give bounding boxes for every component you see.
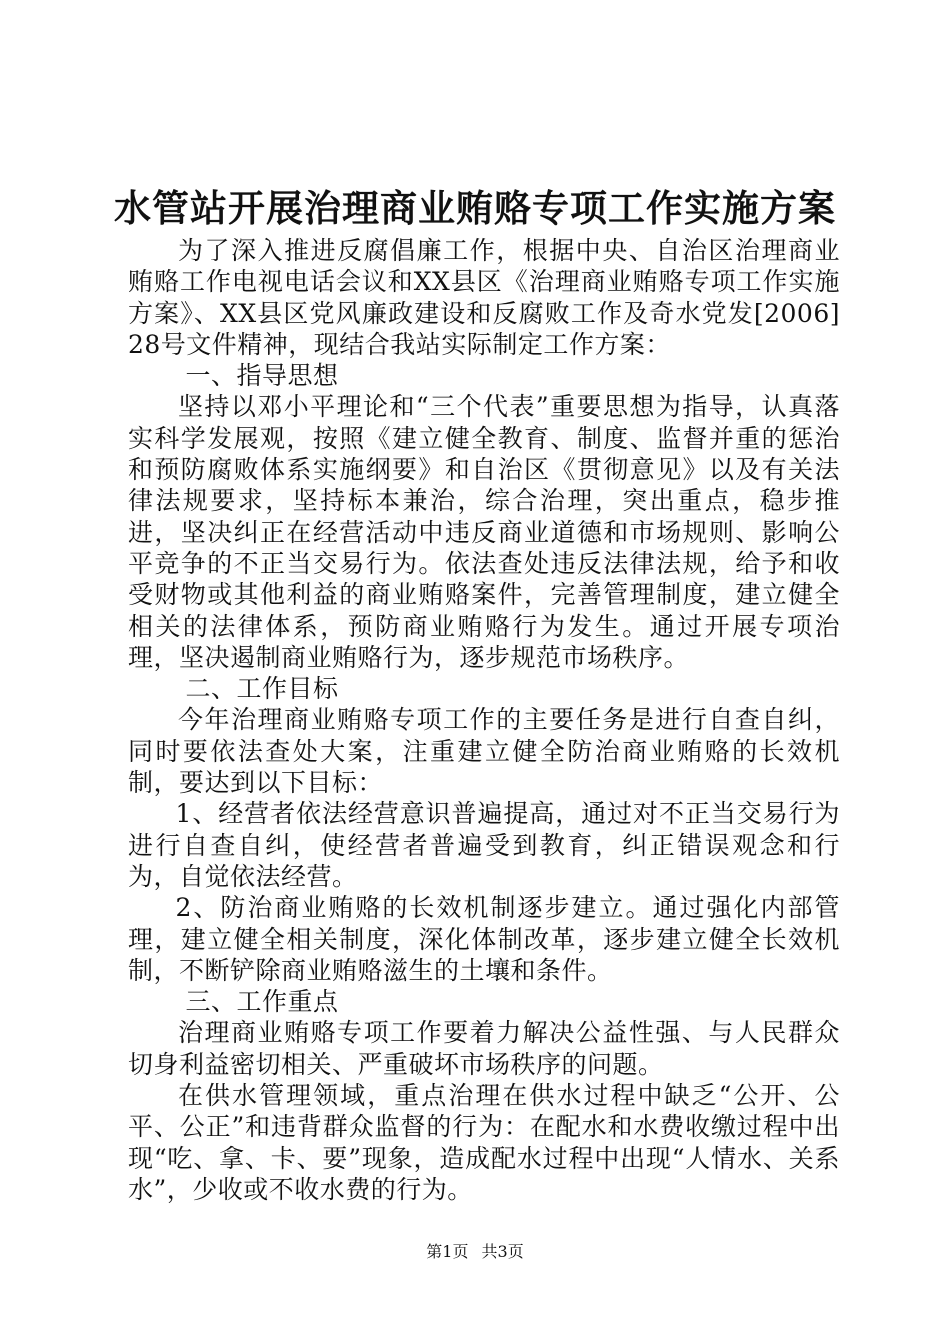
page-footer <box>0 1240 950 1264</box>
page-total: 共3页 <box>481 1242 524 1261</box>
goal-item-1: 1、经营者依法经营意识普遍提高，通过对不正当交易行为进行自查自纠，使经营者普遍受到教育，纠正错误观念和行为，自觉依法经营。 <box>128 799 840 891</box>
document-title: 水管站开展治理商业贿赂专项工作实施方案 <box>114 186 836 230</box>
goal-item-2: 2、防治商业贿赂的长效机制逐步建立。通过强化内部管理，建立健全相关制度，深化体制改革，逐步建立健全长效机制，不断铲除商业贿赂滋生的土壤和条件。 <box>128 893 840 985</box>
section-heading-guiding-ideology: 一、指导思想 <box>185 361 339 391</box>
document-body <box>128 235 840 1205</box>
guiding-ideology-paragraph: 坚持以邓小平理论和“三个代表”重要思想为指导，认真落实科学发展观，按照《建立健全教育、制度、监督并重的惩治和预防腐败体系实施纲要》和自治区《贯彻意见》以及有关法律法规要求，坚持标本兼治，综合治理，突出重点，稳步推进，坚决纠正在经营活动中违反商业道德和市场规则、影响公平竞争的不正当交易行为。依法查处违反法律法规，给予和收受财物或其他利益的商业贿赂案件，完善管理制度，建立健全相关的法律体系，预防商业贿赂行为发生。通过开展专项治理，坚决遏制商业贿赂行为，逐步规范市场秩序。 <box>128 392 840 672</box>
work-goals-paragraph: 今年治理商业贿赂专项工作的主要任务是进行自查自纠，同时要依法查处大案，注重建立健全防治商业贿赂的长效机制，要达到以下目标： <box>128 705 840 798</box>
section-heading-work-goals: 二、工作目标 <box>185 674 339 704</box>
section-heading-work-focus: 三、工作重点 <box>185 987 339 1017</box>
water-supply-paragraph: 在供水管理领域，重点治理在供水过程中缺乏“公开、公平、公正”和违背群众监督的行为：在配水和水费收缴过程中出现“吃、拿、卡、要”现象，造成配水过程中出现“人情水、关系水”，少收或不收水费的行为。 <box>128 1081 840 1204</box>
intro-paragraph: 为了深入推进反腐倡廉工作，根据中央、自治区治理商业贿赂工作电视电话会议和XX县区《治理商业贿赂专项工作实施方案》、XX县区党风廉政建设和反腐败工作及奇水党发[2006]28号文件精神，现结合我站实际制定工作方案： <box>128 236 840 359</box>
work-focus-paragraph: 治理商业贿赂专项工作要着力解决公益性强、与人民群众切身利益密切相关、严重破坏市场秩序的问题。 <box>128 1018 840 1079</box>
page-number: 第1页 <box>426 1242 469 1261</box>
